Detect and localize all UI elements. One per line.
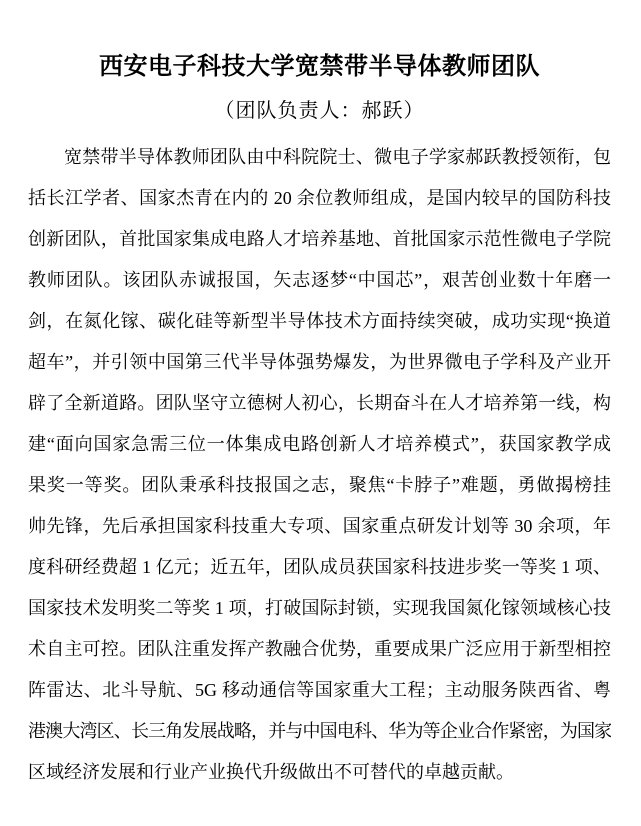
document-subtitle: （团队负责人：郝跃） (214, 100, 425, 122)
body-line: 辟了全新道路。团队坚守立德树人初心，长期奋斗在人才培养第一线，构 (28, 393, 611, 413)
body-line: 区域经济发展和行业产业换代升级做出不可替代的卓越贡献。 (28, 762, 514, 782)
body-line: 阵雷达、北斗导航、5G 移动通信等国家重大工程；主动服务陕西省、粤 (28, 680, 611, 700)
body-line: 帅先锋，先后承担国家科技重大专项、国家重点研发计划等 30 余项，年 (28, 516, 611, 536)
body-line: 超车”，并引领中国第三代半导体强势爆发，为世界微电子学科及产业开 (28, 352, 611, 372)
body-line: 术自主可控。团队注重发挥产教融合优势，重要成果广泛应用于新型相控 (28, 639, 611, 659)
body-line: 括长江学者、国家杰青在内的 20 余位教师组成，是国内较早的国防科技 (28, 188, 611, 208)
body-line: 剑，在氮化镓、碳化硅等新型半导体技术方面持续突破，成功实现“换道 (28, 311, 611, 331)
document-body (28, 137, 611, 793)
body-line: 教师团队。该团队赤诚报国，矢志逐梦“中国芯”，艰苦创业数十年磨一 (28, 270, 611, 290)
document-title: 西安电子科技大学宽禁带半导体教师团队 (99, 53, 540, 80)
body-line: 创新团队，首批国家集成电路人才培养基地、首批国家示范性微电子学院 (28, 229, 611, 249)
body-line: 国家技术发明奖二等奖 1 项，打破国际封锁，实现我国氮化镓领域核心技 (28, 598, 611, 618)
body-line: 果奖一等奖。团队秉承科技报国之志，聚焦“卡脖子”难题，勇做揭榜挂 (28, 475, 611, 495)
body-line: 建“面向国家急需三位一体集成电路创新人才培养模式”，获国家教学成 (28, 434, 611, 454)
body-line: 港澳大湾区、长三角发展战略，并与中国电科、华为等企业合作紧密，为国家 (28, 721, 611, 741)
body-line: 度科研经费超 1 亿元；近五年，团队成员获国家科技进步奖一等奖 1 项、 (28, 557, 611, 577)
body-line: 宽禁带半导体教师团队由中科院院士、微电子学家郝跃教授领衔，包 (64, 147, 611, 167)
